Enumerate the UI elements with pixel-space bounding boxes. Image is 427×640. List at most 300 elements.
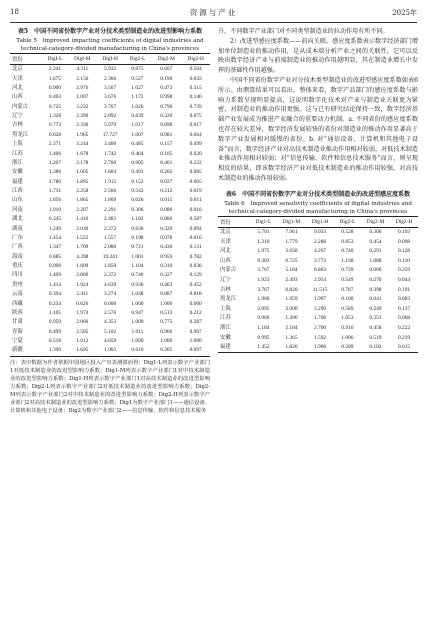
- table6-header-cell: Dig1-H: [311, 218, 329, 225]
- value-cell: 0.011: [189, 197, 202, 204]
- value-cell: 0.853: [341, 238, 354, 245]
- value-cell: 2.095: [257, 305, 270, 312]
- value-cell: 3.274: [104, 291, 117, 298]
- province-cell: 辽宁: [12, 113, 23, 120]
- value-cell: 1.000: [189, 338, 202, 345]
- value-cell: 0.078: [160, 234, 173, 241]
- value-cell: 5.932: [104, 66, 117, 73]
- province-cell: 新疆: [12, 347, 23, 354]
- province-cell: 河南: [12, 206, 23, 213]
- table-row: [218, 227, 418, 237]
- value-cell: 0.887: [160, 291, 173, 298]
- table5: [10, 53, 210, 357]
- value-cell: 1.869: [104, 197, 117, 204]
- value-cell: 0.383: [257, 257, 270, 264]
- value-cell: 0.995: [257, 334, 270, 341]
- value-cell: 0.305: [160, 347, 173, 354]
- value-cell: 0.628: [48, 131, 62, 138]
- value-cell: 0.787: [341, 286, 354, 293]
- value-cell: 0.664: [189, 131, 202, 138]
- table-row: [10, 309, 210, 318]
- value-cell: 1.390: [48, 347, 62, 354]
- province-cell: 江苏: [220, 315, 231, 322]
- value-cell: 0.542: [131, 188, 144, 195]
- value-cell: 1.826: [285, 344, 298, 351]
- value-cell: 0.725: [285, 257, 298, 264]
- value-cell: 0.739: [189, 103, 202, 110]
- value-cell: 0.739: [341, 267, 354, 274]
- value-cell: 3.244: [76, 141, 89, 148]
- value-cell: 2.700: [313, 324, 327, 331]
- value-cell: 1.605: [76, 169, 89, 176]
- province-cell: 湖北: [12, 216, 23, 223]
- value-cell: 0.518: [48, 338, 62, 345]
- value-cell: 0.875: [131, 66, 144, 73]
- value-cell: 1.974: [76, 309, 89, 316]
- value-cell: 1.490: [285, 315, 298, 322]
- value-cell: 0.094: [189, 225, 202, 232]
- value-cell: 1.522: [76, 234, 89, 241]
- table6-header-cell: Dig1-L: [255, 218, 272, 225]
- value-cell: 0.790: [160, 103, 173, 110]
- table-row: [218, 257, 418, 267]
- value-cell: 0.102: [369, 344, 382, 351]
- value-cell: 0.212: [160, 188, 173, 195]
- value-cell: 1.742: [104, 150, 117, 157]
- value-cell: 8.863: [313, 267, 327, 274]
- table-row: [10, 215, 210, 224]
- value-cell: 0.617: [189, 122, 202, 129]
- table-row: [10, 112, 210, 121]
- table-row: [10, 206, 210, 215]
- value-cell: 0.191: [397, 286, 411, 293]
- value-cell: 0.839: [131, 113, 144, 120]
- table-row: [218, 247, 418, 257]
- value-cell: 2.291: [104, 206, 117, 213]
- province-cell: 广东: [12, 234, 23, 241]
- value-cell: 4.311: [76, 66, 89, 73]
- table5-header-cell: 省份: [12, 57, 23, 63]
- value-cell: 5.184: [285, 267, 298, 274]
- value-cell: 1.011: [131, 328, 144, 335]
- value-cell: 0.131: [189, 244, 202, 251]
- province-cell: 安徽: [220, 334, 231, 341]
- value-cell: 1.000: [160, 338, 173, 345]
- value-cell: 0.157: [160, 141, 173, 148]
- value-cell: 0.898: [160, 122, 173, 129]
- province-cell: 甘肃: [12, 319, 23, 326]
- province-cell: 陕西: [12, 309, 23, 316]
- value-cell: 0.129: [189, 272, 202, 279]
- province-cell: 宁夏: [12, 338, 23, 345]
- value-cell: 3.767: [104, 103, 117, 110]
- province-cell: 贵州: [12, 281, 23, 288]
- value-cell: 0.212: [189, 309, 202, 316]
- value-cell: 1.000: [131, 300, 144, 307]
- province-cell: 吉林: [220, 286, 231, 293]
- value-cell: 0.998: [160, 94, 173, 101]
- value-cell: 2.954: [313, 277, 327, 284]
- value-cell: 0.740: [131, 272, 144, 279]
- value-cell: 0.016: [189, 206, 202, 213]
- table-row: [10, 187, 210, 196]
- value-cell: 2.288: [313, 238, 327, 245]
- province-cell: 西藏: [12, 300, 23, 307]
- value-cell: 0.461: [160, 159, 173, 166]
- table-row: [218, 237, 418, 247]
- province-cell: 江苏: [12, 150, 23, 157]
- value-cell: 0.667: [160, 66, 173, 73]
- value-cell: 0.725: [48, 103, 62, 110]
- table-row: [10, 168, 210, 177]
- value-cell: 1.923: [257, 277, 270, 284]
- table-row: [10, 149, 210, 158]
- value-cell: 1.410: [76, 216, 89, 223]
- value-cell: 1.856: [48, 197, 62, 204]
- value-cell: 1.347: [48, 244, 62, 251]
- value-cell: 0.773: [48, 122, 62, 129]
- value-cell: 1.452: [257, 344, 270, 351]
- province-cell: 福建: [12, 178, 23, 185]
- value-cell: 0.528: [341, 229, 354, 236]
- table-row: [10, 243, 210, 252]
- table-row: [10, 346, 210, 356]
- value-cell: 0.198: [131, 234, 144, 241]
- journal-title: 资源与产业: [189, 8, 238, 17]
- value-cell: 1.048: [131, 291, 144, 298]
- value-cell: 1.965: [76, 131, 89, 138]
- province-cell: 内蒙古: [12, 103, 29, 110]
- value-cell: 0.287: [189, 319, 202, 326]
- value-cell: 1.006: [341, 334, 354, 341]
- table-row: [10, 65, 210, 75]
- table5-header-cell: Dig2-L: [129, 56, 146, 62]
- value-cell: 0.105: [160, 150, 173, 157]
- province-cell: 四川: [12, 272, 23, 279]
- value-cell: 3.400: [104, 141, 117, 148]
- value-cell: 0.020: [189, 150, 202, 157]
- province-cell: 湖南: [12, 225, 23, 232]
- value-cell: 2.030: [76, 225, 89, 232]
- table-row: [10, 93, 210, 102]
- value-cell: 2.411: [76, 291, 89, 298]
- value-cell: 0.000: [189, 300, 202, 307]
- value-cell: 0.959: [160, 253, 173, 260]
- value-cell: 2.483: [104, 216, 117, 223]
- table-row: [218, 266, 418, 276]
- value-cell: 0.100: [341, 296, 354, 303]
- value-cell: 0.527: [131, 75, 144, 82]
- value-cell: 0.019: [189, 188, 202, 195]
- value-cell: 0.310: [160, 263, 173, 270]
- table-row: [10, 271, 210, 280]
- value-cell: 1.675: [48, 75, 62, 82]
- table6-header-cell: Dig2-H: [395, 218, 413, 225]
- value-cell: 0.234: [48, 300, 62, 307]
- province-cell: 云南: [12, 291, 23, 298]
- table-row: [10, 234, 210, 243]
- value-cell: 0.036: [189, 263, 202, 270]
- value-cell: 0.259: [397, 267, 411, 274]
- value-cell: 0.015: [160, 197, 173, 204]
- value-cell: 0.473: [160, 84, 173, 91]
- value-cell: 1.959: [285, 296, 298, 303]
- value-cell: 1.000: [160, 300, 173, 307]
- value-cell: 3.567: [104, 84, 117, 91]
- value-cell: 1.903: [104, 347, 117, 354]
- value-cell: 0.900: [48, 84, 62, 91]
- value-cell: 3.772: [313, 257, 327, 264]
- value-cell: 3.767: [257, 286, 270, 293]
- value-cell: 0.249: [369, 305, 382, 312]
- table-row: [10, 318, 210, 327]
- value-cell: 0.916: [341, 324, 354, 331]
- value-cell: 1.706: [313, 315, 327, 322]
- value-cell: 0.327: [160, 272, 173, 279]
- value-cell: 19.241: [102, 253, 118, 260]
- value-cell: 0.080: [160, 206, 173, 213]
- table-row: [10, 178, 210, 187]
- value-cell: 0.981: [160, 131, 173, 138]
- value-cell: 0.836: [131, 225, 144, 232]
- value-cell: 0.589: [341, 305, 354, 312]
- value-cell: 0.219: [397, 334, 411, 341]
- value-cell: 0.463: [48, 94, 62, 101]
- table-row: [10, 159, 210, 168]
- value-cell: 0.128: [397, 248, 411, 255]
- value-cell: 0.610: [131, 347, 144, 354]
- table5-header-cell: Dig2-M: [157, 56, 175, 62]
- table5-header-cell: DigI-H: [102, 56, 118, 62]
- table6-header-cell: Dig2-M: [366, 218, 385, 225]
- value-cell: 1.012: [76, 338, 89, 345]
- value-cell: 2.060: [76, 272, 89, 279]
- value-cell: 1.001: [131, 253, 144, 260]
- value-cell: 1.088: [369, 257, 382, 264]
- value-cell: 1.007: [131, 131, 144, 138]
- value-cell: 1.007: [76, 94, 89, 101]
- value-cell: 17.727: [102, 131, 118, 138]
- value-cell: 0.394: [48, 291, 62, 298]
- province-cell: 广西: [12, 244, 23, 251]
- table6-header-cell: Dig1-M: [282, 218, 301, 225]
- province-cell: 浙江: [12, 159, 23, 166]
- table6-header-cell: Dig2-L: [339, 218, 356, 225]
- value-cell: 0.513: [160, 309, 173, 316]
- value-cell: 0.027: [160, 178, 173, 185]
- value-cell: 2.366: [104, 75, 117, 82]
- table-row: [10, 74, 210, 83]
- province-cell: 上海: [220, 305, 231, 312]
- value-cell: 0.398: [369, 286, 382, 293]
- value-cell: 0.137: [397, 305, 411, 312]
- value-cell: 0.464: [131, 150, 144, 157]
- value-cell: 2.080: [104, 244, 117, 251]
- table6: [218, 216, 418, 354]
- value-cell: 1.975: [257, 248, 270, 255]
- province-cell: 河北: [220, 248, 231, 255]
- right-column: [218, 27, 418, 353]
- value-cell: 0.044: [397, 277, 411, 284]
- province-cell: 上海: [12, 141, 23, 148]
- province-cell: 安徽: [12, 169, 23, 176]
- value-cell: 2.372: [104, 225, 117, 232]
- value-cell: 1.000: [131, 338, 144, 345]
- province-cell: 山西: [12, 94, 23, 101]
- table6-caption-en: Table 6 Improved sensitivity coefficients of digital industries and technical-category-divided manufacturing in China's provinces: [224, 200, 412, 215]
- value-cell: 1.604: [104, 169, 117, 176]
- value-cell: 0.015: [397, 344, 411, 351]
- body-paragraph-1: 升，不同数字产业部门对不同类型制造业的拉动作用有所不同。: [218, 28, 389, 35]
- value-cell: 0.491: [131, 169, 144, 176]
- value-cell: 0.140: [189, 94, 202, 101]
- table6-caption-cn: 表6 中国不同省份数字产业对分技术类型制造业的改进型感应度系数: [225, 190, 411, 198]
- value-cell: 0.907: [189, 328, 202, 335]
- value-cell: 1.210: [257, 238, 270, 245]
- table5-note: 注：表中数据为作者依据中国地区投入产出表测算而得；Dig1-L列表示数字产业部门1对低技术制造业的改进型影响力系数；Dig1-M列表示数字产业部门1对中技术制造业的改进型影响力系数；Dig1-H列表示数字产业部门1对高技术制造业的改进型影响力系数；Dig2-L列表示数字产业部门2对低技术制造业的改进型影响力系数；Dig2-M列表示数字产业部门2对中技术制造业的改进型影响力系数；Dig2-H列表示数字产业部门2对高技术制造业的改进型影响力系数；Dig1为数字产业部门1——通信设备、计算机和其他电子设备；Dig2为数字产业部门2——信息传输、软件和信息技术服务: [10, 359, 210, 415]
- value-cell: 9.033: [313, 229, 327, 236]
- value-cell: 2.330: [76, 122, 89, 129]
- value-cell: 0.110: [398, 257, 411, 264]
- value-cell: 2.700: [104, 159, 117, 166]
- value-cell: 2.184: [285, 324, 298, 331]
- table-row: [10, 196, 210, 205]
- table-row: [218, 343, 418, 353]
- table5-header-cell: DigI-L: [47, 56, 63, 62]
- value-cell: 1.779: [285, 238, 298, 245]
- value-cell: 0.430: [160, 244, 173, 251]
- value-cell: 0.936: [131, 281, 144, 288]
- value-cell: 0.606: [369, 267, 382, 274]
- value-cell: 0.463: [160, 281, 173, 288]
- value-cell: 0.458: [369, 324, 382, 331]
- value-cell: 1.850: [104, 263, 117, 270]
- value-cell: 0.504: [189, 66, 202, 73]
- value-cell: 2.258: [76, 188, 89, 195]
- value-cell: 1.365: [285, 334, 298, 341]
- value-cell: 1.924: [76, 281, 89, 288]
- value-cell: 8.820: [285, 286, 298, 293]
- value-cell: 1.328: [48, 113, 62, 120]
- value-cell: 0.905: [131, 159, 144, 166]
- value-cell: 2.371: [48, 141, 62, 148]
- table-row: [218, 314, 418, 324]
- value-cell: 1.182: [131, 216, 144, 223]
- value-cell: 0.320: [160, 225, 173, 232]
- table-row: [218, 305, 418, 315]
- value-cell: 0.202: [160, 169, 173, 176]
- province-cell: 山东: [12, 197, 23, 204]
- province-cell: 内蒙古: [220, 267, 237, 274]
- value-cell: 4.639: [104, 281, 117, 288]
- value-cell: 2.178: [76, 159, 89, 166]
- table-row: [218, 295, 418, 305]
- province-cell: 海南: [12, 253, 23, 260]
- value-cell: 0.270: [369, 277, 382, 284]
- value-cell: 2.892: [104, 113, 117, 120]
- table-row: [10, 262, 210, 271]
- province-cell: 重庆: [12, 263, 23, 270]
- value-cell: 11.515: [312, 286, 328, 293]
- value-cell: 3.000: [285, 305, 298, 312]
- table-row: [218, 276, 418, 286]
- value-cell: 5.979: [104, 122, 117, 129]
- value-cell: 1.731: [48, 188, 62, 195]
- value-cell: 1.900: [257, 296, 270, 303]
- value-cell: 0.485: [131, 141, 144, 148]
- value-cell: 1.249: [48, 225, 62, 232]
- value-cell: 1.780: [48, 178, 62, 185]
- value-cell: 1.557: [104, 234, 117, 241]
- table5-caption-en: Table 5 Improved impacting coefficients of digital industries and technical-category-divided manufacturing in China's provinces: [16, 38, 204, 52]
- value-cell: 0.818: [189, 291, 202, 298]
- value-cell: 1.009: [131, 319, 144, 326]
- value-cell: 3.232: [76, 103, 89, 110]
- table-row: [218, 324, 418, 334]
- value-cell: 1.053: [341, 315, 354, 322]
- value-cell: 1.865: [76, 197, 89, 204]
- table-row: [10, 299, 210, 308]
- value-cell: 4.398: [76, 253, 89, 260]
- value-cell: 2.060: [76, 319, 89, 326]
- province-cell: 黑龙江: [12, 131, 29, 138]
- value-cell: 0.499: [48, 328, 62, 335]
- value-cell: 0.098: [397, 238, 411, 245]
- table5-header-cell: Dig2-H: [187, 56, 204, 62]
- value-cell: 0.222: [397, 324, 411, 331]
- table5-caption-cn: 表5 中国不同省份数字产业对分技术类型制造业的改进型影响力系数: [17, 28, 203, 35]
- value-cell: 1.678: [76, 150, 89, 157]
- value-cell: 1.434: [48, 281, 62, 288]
- province-cell: 天津: [12, 75, 23, 82]
- value-cell: 5.102: [104, 328, 117, 335]
- value-cell: 4.659: [104, 338, 117, 345]
- table-row: [10, 131, 210, 140]
- value-cell: 1.027: [131, 84, 144, 91]
- province-cell: 福建: [220, 344, 231, 351]
- value-cell: 0.509: [341, 344, 354, 351]
- value-cell: 2.156: [76, 75, 89, 82]
- value-cell: 1.910: [48, 206, 62, 213]
- table-row: [10, 328, 210, 337]
- value-cell: 0.026: [131, 197, 144, 204]
- value-cell: 0.452: [189, 281, 202, 288]
- value-cell: 2.372: [104, 272, 117, 279]
- value-cell: 1.997: [313, 296, 327, 303]
- table-row: [10, 281, 210, 290]
- journal-year: 2025年: [392, 9, 417, 17]
- value-cell: 0.190: [160, 75, 173, 82]
- table-row: [10, 337, 210, 346]
- table-row: [218, 285, 418, 295]
- value-cell: 2.207: [76, 206, 89, 213]
- province-cell: 青海: [12, 328, 23, 335]
- value-cell: 0.966: [160, 328, 173, 335]
- value-cell: 2.390: [76, 113, 89, 120]
- value-cell: 2.505: [76, 328, 89, 335]
- value-cell: 1.386: [48, 169, 62, 176]
- value-cell: 0.152: [131, 178, 144, 185]
- value-cell: 1.895: [76, 178, 89, 185]
- header-rule: [10, 22, 417, 23]
- body-paragraph-3: 中国不同省份数字产业对分技术类型制造业的改进型感应度系数如表6所示。由测算结果可以看出，整体来看，数字产品部门的感应度系数与影响力系数呈现明显提高，这说明数字化技术对产业与制造业关联更为紧密，对制造业的推动作用更强。这与已有研究结论保持一致，数字经济基础产业发展成为推进产业融合的重要动力机制。a. 不同省份的感应度系数也存在较大差异，数字经济发展较快的省份对制造业的推动作用显著高于数字产业发展相对缓慢的省份。b. 对“通信设备、计算机和其他电子设备”而言，数字经济产业对高技术制造业推动作用相对较弱，对低技术制造业推动作用相对较弱；对“信息传输、软件和信息技术服务”而言，则呈现相反的结果，即该数字经济产业对低技术制造业的推动作用较强，对高技术制造业的推动作用较弱。: [218, 76, 418, 182]
- value-cell: 0.041: [369, 296, 382, 303]
- value-cell: 0.300: [369, 229, 382, 236]
- value-cell: 0.345: [48, 216, 62, 223]
- value-cell: 2.241: [48, 66, 62, 73]
- value-cell: 0.043: [189, 75, 202, 82]
- value-cell: 3.676: [104, 94, 117, 101]
